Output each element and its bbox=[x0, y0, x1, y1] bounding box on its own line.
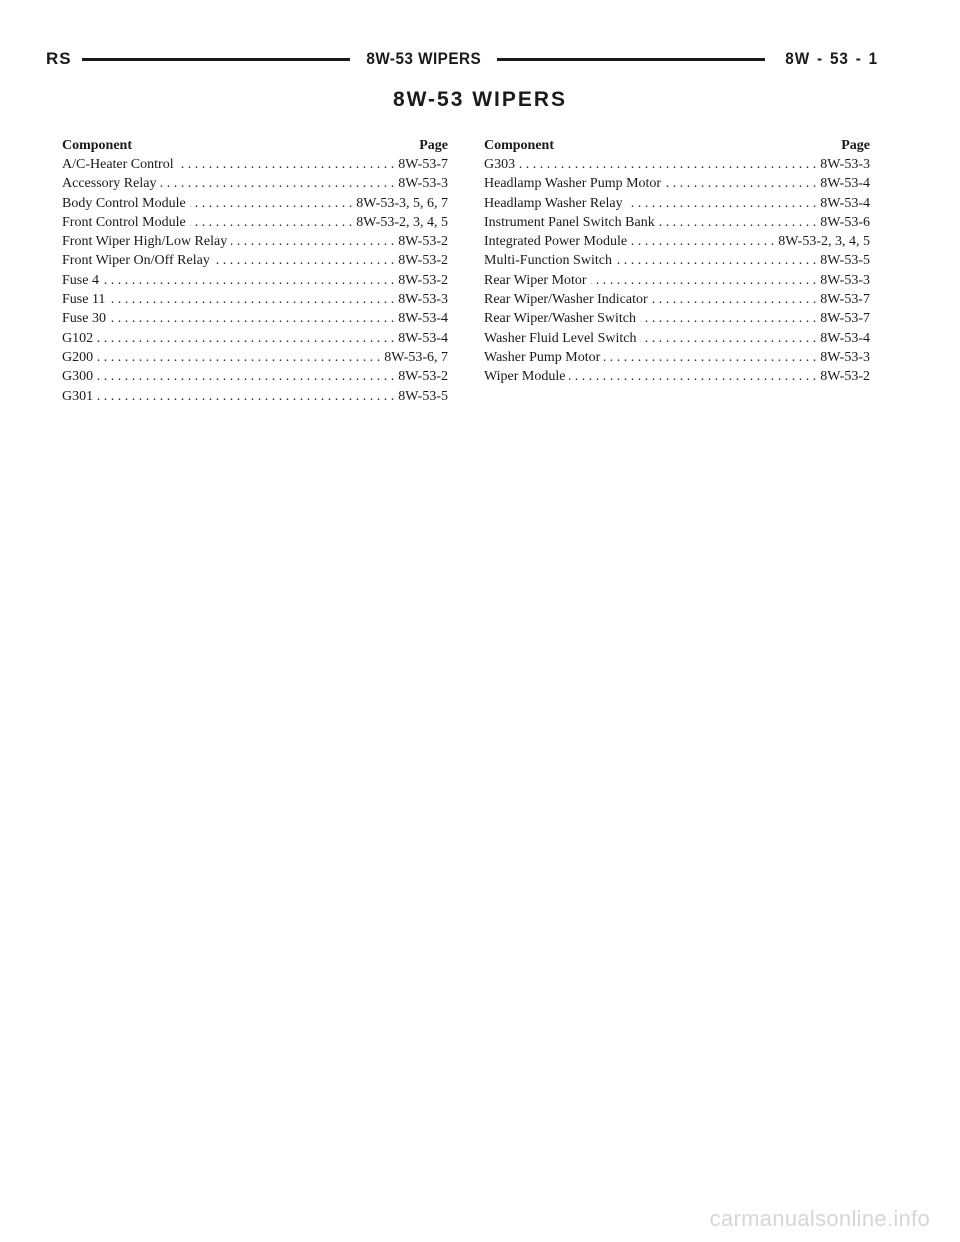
index-entry bbox=[62, 329, 448, 348]
index-entry-page: 8W-53-2 bbox=[398, 272, 448, 288]
dot-leader bbox=[110, 309, 394, 328]
header-rule-left bbox=[82, 58, 350, 61]
index-entry-component: Front Wiper On/Off Relay bbox=[62, 253, 210, 269]
index-entry-component: G303 bbox=[484, 157, 516, 172]
index-entry-page: 8W-53-3 bbox=[820, 349, 870, 365]
dot-leader bbox=[231, 232, 394, 251]
index-entry-page: 8W-53-2, 3, 4, 5 bbox=[356, 214, 448, 230]
index-entry bbox=[484, 155, 870, 174]
index-entry-page: 8W-53-3 bbox=[820, 157, 870, 172]
index-list-right bbox=[484, 155, 870, 387]
index-entry-page: 8W-53-4 bbox=[820, 195, 870, 211]
dot-leader bbox=[178, 155, 395, 174]
dot-leader bbox=[616, 251, 816, 270]
index-entry-component: G200 bbox=[62, 349, 94, 365]
index-entry-component: Washer Fluid Level Switch bbox=[484, 330, 637, 346]
column-header-page: Page bbox=[419, 138, 448, 153]
dot-leader bbox=[109, 290, 394, 309]
dot-leader bbox=[190, 194, 353, 213]
index-column-right bbox=[484, 136, 870, 387]
header-page-number: 8W - 53 - 1 bbox=[785, 49, 879, 68]
index-entry-component: Rear Wiper/Washer Switch bbox=[484, 311, 637, 327]
index-entry-page: 8W-53-4 bbox=[398, 311, 448, 327]
index-entry-component: G301 bbox=[62, 388, 94, 404]
index-entry-component: Washer Pump Motor bbox=[484, 349, 601, 365]
watermark: carmanualsonline.info bbox=[709, 1206, 930, 1231]
index-entry bbox=[62, 271, 448, 290]
index-entry-page: 8W-53-7 bbox=[820, 311, 870, 327]
index-entry bbox=[62, 290, 448, 309]
index-entry-component: Headlamp Washer Relay bbox=[484, 195, 623, 211]
index-entry-page: 8W-53-6, 7 bbox=[384, 349, 448, 365]
index-entry bbox=[62, 387, 448, 406]
index-entry-component: Front Control Module bbox=[62, 214, 186, 230]
index-entry-page: 8W-53-5 bbox=[820, 253, 870, 269]
dot-leader bbox=[97, 329, 394, 348]
index-entry-page: 8W-53-2 bbox=[820, 369, 870, 385]
index-entry bbox=[62, 348, 448, 367]
index-entry-page: 8W-53-5 bbox=[398, 388, 448, 404]
column-header-component: Component bbox=[62, 138, 133, 153]
dot-leader bbox=[604, 348, 816, 367]
index-entry-page: 8W-53-7 bbox=[398, 157, 448, 172]
index-entry-component: Instrument Panel Switch Bank bbox=[484, 214, 655, 230]
index-entry bbox=[62, 213, 448, 232]
index-entry bbox=[62, 174, 448, 193]
index-entry-component: Accessory Relay bbox=[62, 176, 157, 192]
index-entry-page: 8W-53-6 bbox=[820, 214, 870, 230]
index-entry bbox=[62, 232, 448, 251]
index-entry-page: 8W-53-2, 3, 4, 5 bbox=[778, 234, 870, 250]
index-entry-component: Body Control Module bbox=[62, 195, 186, 211]
index-entry-component: Rear Wiper/Washer Indicator bbox=[484, 292, 648, 308]
header-section-title: 8W-53 WIPERS bbox=[365, 49, 481, 68]
index-entry-component: Rear Wiper Motor bbox=[484, 272, 587, 288]
index-entry bbox=[484, 251, 870, 270]
index-entry bbox=[62, 155, 448, 174]
index-entry-page: 8W-53-3 bbox=[398, 292, 448, 308]
index-entry-component: Fuse 4 bbox=[62, 272, 99, 288]
dot-leader bbox=[640, 329, 816, 348]
index-column-left bbox=[62, 136, 448, 406]
index-entry-page: 8W-53-4 bbox=[398, 330, 448, 346]
index-entry-page: 8W-53-4 bbox=[820, 176, 870, 192]
index-entry-component: Multi-Function Switch bbox=[484, 253, 612, 269]
header-rule-right bbox=[497, 58, 765, 61]
index-entry-component: G300 bbox=[62, 369, 94, 385]
index-entry-component: Wiper Module bbox=[484, 369, 566, 385]
index-entry-component: Fuse 11 bbox=[62, 292, 106, 308]
index-entry-component: Front Wiper High/Low Relay bbox=[62, 234, 228, 250]
dot-leader bbox=[97, 387, 394, 406]
index-entry-component: G102 bbox=[62, 330, 94, 346]
index-entry bbox=[62, 309, 448, 328]
index-entry-page: 8W-53-3 bbox=[820, 272, 870, 288]
index-entry bbox=[62, 251, 448, 270]
index-entry-page: 8W-53-3 bbox=[398, 176, 448, 192]
index-entry-page: 8W-53-7 bbox=[820, 292, 870, 308]
index-entry-page: 8W-53-4 bbox=[820, 330, 870, 346]
index-entry bbox=[62, 194, 448, 213]
column-header-page: Page bbox=[841, 138, 870, 153]
index-entry-page: 8W-53-2 bbox=[398, 234, 448, 250]
column-header-component: Component bbox=[484, 138, 555, 153]
dot-leader bbox=[631, 232, 774, 251]
header-section-code: RS bbox=[46, 49, 72, 68]
column-header bbox=[484, 136, 870, 155]
index-entry bbox=[484, 367, 870, 386]
index-entry bbox=[484, 290, 870, 309]
dot-leader bbox=[640, 309, 816, 328]
index-entry bbox=[484, 194, 870, 213]
index-entry-component: Fuse 30 bbox=[62, 311, 106, 327]
index-entry bbox=[484, 348, 870, 367]
dot-leader bbox=[627, 194, 817, 213]
index-list-left bbox=[62, 155, 448, 406]
page-title: 8W-53 WIPERS bbox=[392, 88, 568, 111]
index-entry-page: 8W-53-2 bbox=[398, 253, 448, 269]
index-entry-page: 8W-53-3, 5, 6, 7 bbox=[356, 195, 448, 211]
dot-leader bbox=[214, 251, 394, 270]
index-entry-page: 8W-53-2 bbox=[398, 369, 448, 385]
dot-leader bbox=[103, 271, 394, 290]
dot-leader bbox=[591, 271, 817, 290]
dot-leader bbox=[519, 155, 816, 174]
dot-leader bbox=[97, 348, 380, 367]
page-header bbox=[46, 46, 878, 72]
index-entry-component: A/C-Heater Control bbox=[62, 157, 174, 172]
column-header bbox=[62, 136, 448, 155]
dot-leader bbox=[160, 174, 394, 193]
dot-leader bbox=[665, 174, 816, 193]
index-entry bbox=[62, 367, 448, 386]
index-entry-component: Headlamp Washer Pump Motor bbox=[484, 176, 662, 192]
index-entry bbox=[484, 309, 870, 328]
dot-leader bbox=[569, 367, 816, 386]
index-entry bbox=[484, 232, 870, 251]
index-entry-component: Integrated Power Module bbox=[484, 234, 628, 250]
index-entry bbox=[484, 213, 870, 232]
index-entry bbox=[484, 271, 870, 290]
dot-leader bbox=[652, 290, 817, 309]
dot-leader bbox=[190, 213, 353, 232]
dot-leader bbox=[659, 213, 817, 232]
index-entry bbox=[484, 329, 870, 348]
index-entry bbox=[484, 174, 870, 193]
dot-leader bbox=[97, 367, 394, 386]
